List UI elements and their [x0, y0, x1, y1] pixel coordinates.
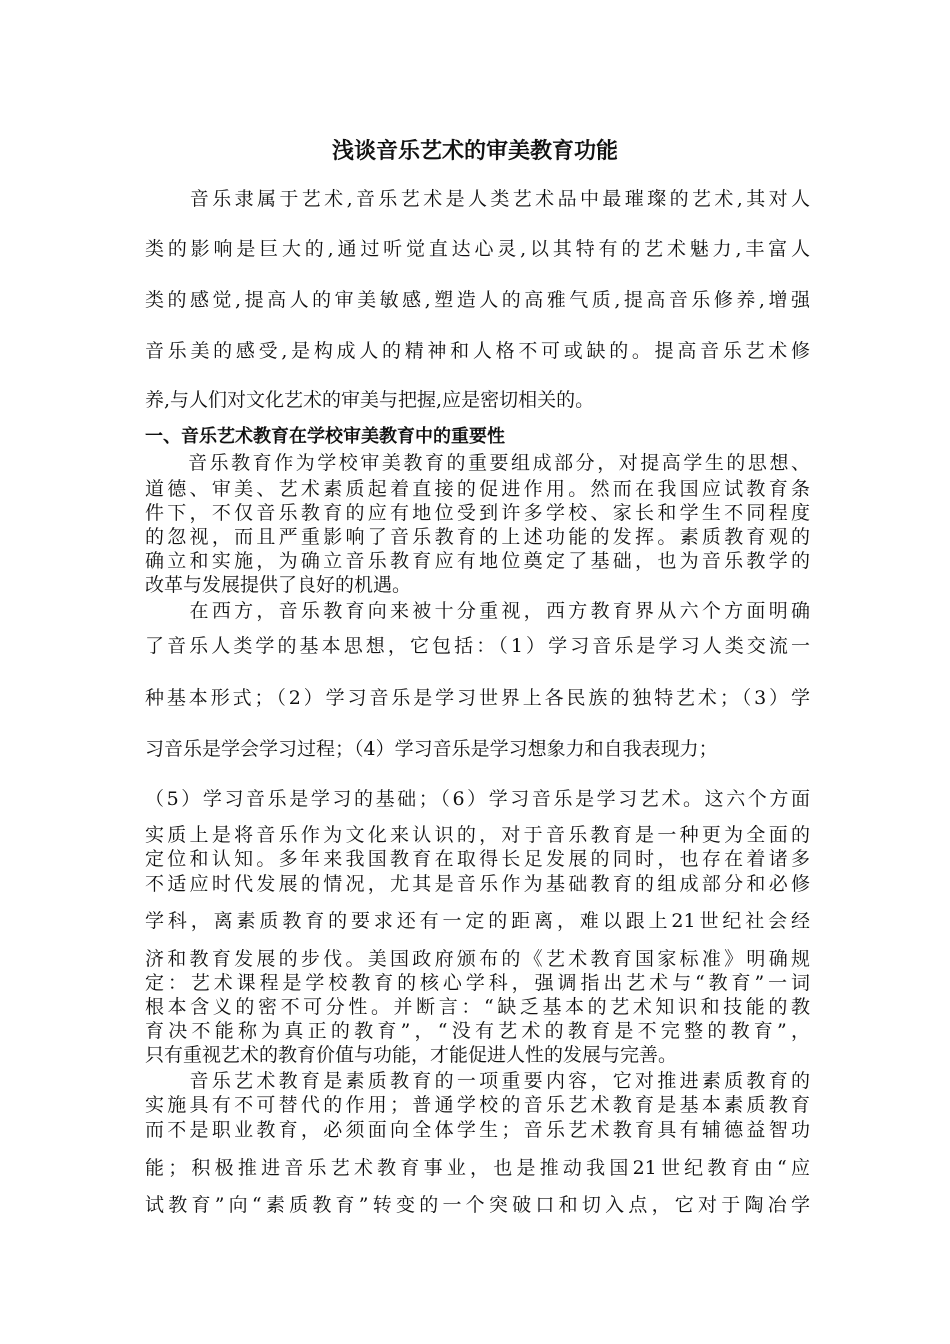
section-heading: 一、音乐艺术教育在学校审美教育中的重要性 — [145, 426, 505, 447]
text-line: 实施具有不可替代的作用；普通学校的音乐艺术教育是基本素质教育 — [145, 1094, 810, 1116]
text-line: 的忽视，而且严重影响了音乐教育的上述功能的发挥。素质教育观的 — [145, 526, 810, 548]
text-line: 养,与人们对文化艺术的审美与把握,应是密切相关的。 — [145, 389, 595, 411]
text-line: 只有重视艺术的教育价值与功能，才能促进人性的发展与完善。 — [145, 1044, 678, 1066]
text-line: 音乐艺术教育是素质教育的一项重要内容，它对推进素质教育的 — [145, 1070, 810, 1092]
text-line: （5）学习音乐是学习的基础；（6）学习音乐是学习艺术。这六个方面 — [145, 788, 810, 810]
text-line: 了音乐人类学的基本思想，它包括：（1）学习音乐是学习人类交流一 — [145, 635, 810, 657]
text-line: 习音乐是学会学习过程；（4）学习音乐是学习想象力和自我表现力； — [145, 738, 718, 760]
text-line: 改革与发展提供了良好的机遇。 — [145, 574, 412, 596]
text-line: 音乐隶属于艺术,音乐艺术是人类艺术品中最璀璨的艺术,其对人 — [145, 188, 810, 210]
text-line: 定位和认知。多年来我国教育在取得长足发展的同时，也存在着诸多 — [145, 848, 810, 870]
text-line: 类的感觉,提高人的审美敏感,塑造人的高雅气质,提高音乐修养,增强 — [145, 289, 810, 311]
text-line: 在西方，音乐教育向来被十分重视，西方教育界从六个方面明确 — [145, 600, 810, 622]
text-line: 而不是职业教育，必须面向全体学生；音乐艺术教育具有辅德益智功 — [145, 1119, 810, 1141]
text-line: 能；积极推进音乐艺术教育事业，也是推动我国21世纪教育由“应 — [145, 1157, 810, 1179]
document-title: 浅谈音乐艺术的审美教育功能 — [331, 138, 618, 164]
text-line: 定：艺术课程是学校教育的核心学科，强调指出艺术与“教育”一词 — [145, 972, 810, 994]
text-line: 育决不能称为真正的教育”，“没有艺术的教育是不完整的教育”， — [145, 1020, 810, 1042]
text-line: 试教育”向“素质教育”转变的一个突破口和切入点，它对于陶冶学 — [145, 1194, 810, 1216]
text-line: 确立和实施，为确立音乐教育应有地位奠定了基础，也为音乐教学的 — [145, 550, 810, 572]
text-line: 不适应时代发展的情况，尤其是音乐作为基础教育的组成部分和必修 — [145, 873, 810, 895]
text-line: 学科，离素质教育的要求还有一定的距离，难以跟上21世纪社会经 — [145, 910, 810, 932]
text-line: 种基本形式；（2）学习音乐是学习世界上各民族的独特艺术；（3）学 — [145, 687, 810, 709]
text-line: 实质上是将音乐作为文化来认识的，对于音乐教育是一种更为全面的 — [145, 824, 810, 846]
text-line: 件下，不仅音乐教育的应有地位受到许多学校、家长和学生不同程度 — [145, 502, 810, 524]
text-line: 济和教育发展的步伐。美国政府颁布的《艺术教育国家标准》明确规 — [145, 948, 810, 970]
text-line: 音乐美的感受,是构成人的精神和人格不可或缺的。提高音乐艺术修 — [145, 340, 810, 362]
text-line: 类的影响是巨大的,通过听觉直达心灵,以其特有的艺术魅力,丰富人 — [145, 238, 810, 260]
text-line: 道德、审美、艺术素质起着直接的促进作用。然而在我国应试教育条 — [145, 478, 810, 500]
text-line: 根本含义的密不可分性。并断言：“缺乏基本的艺术知识和技能的教 — [145, 996, 810, 1018]
text-line: 音乐教育作为学校审美教育的重要组成部分，对提高学生的思想、 — [145, 452, 810, 474]
